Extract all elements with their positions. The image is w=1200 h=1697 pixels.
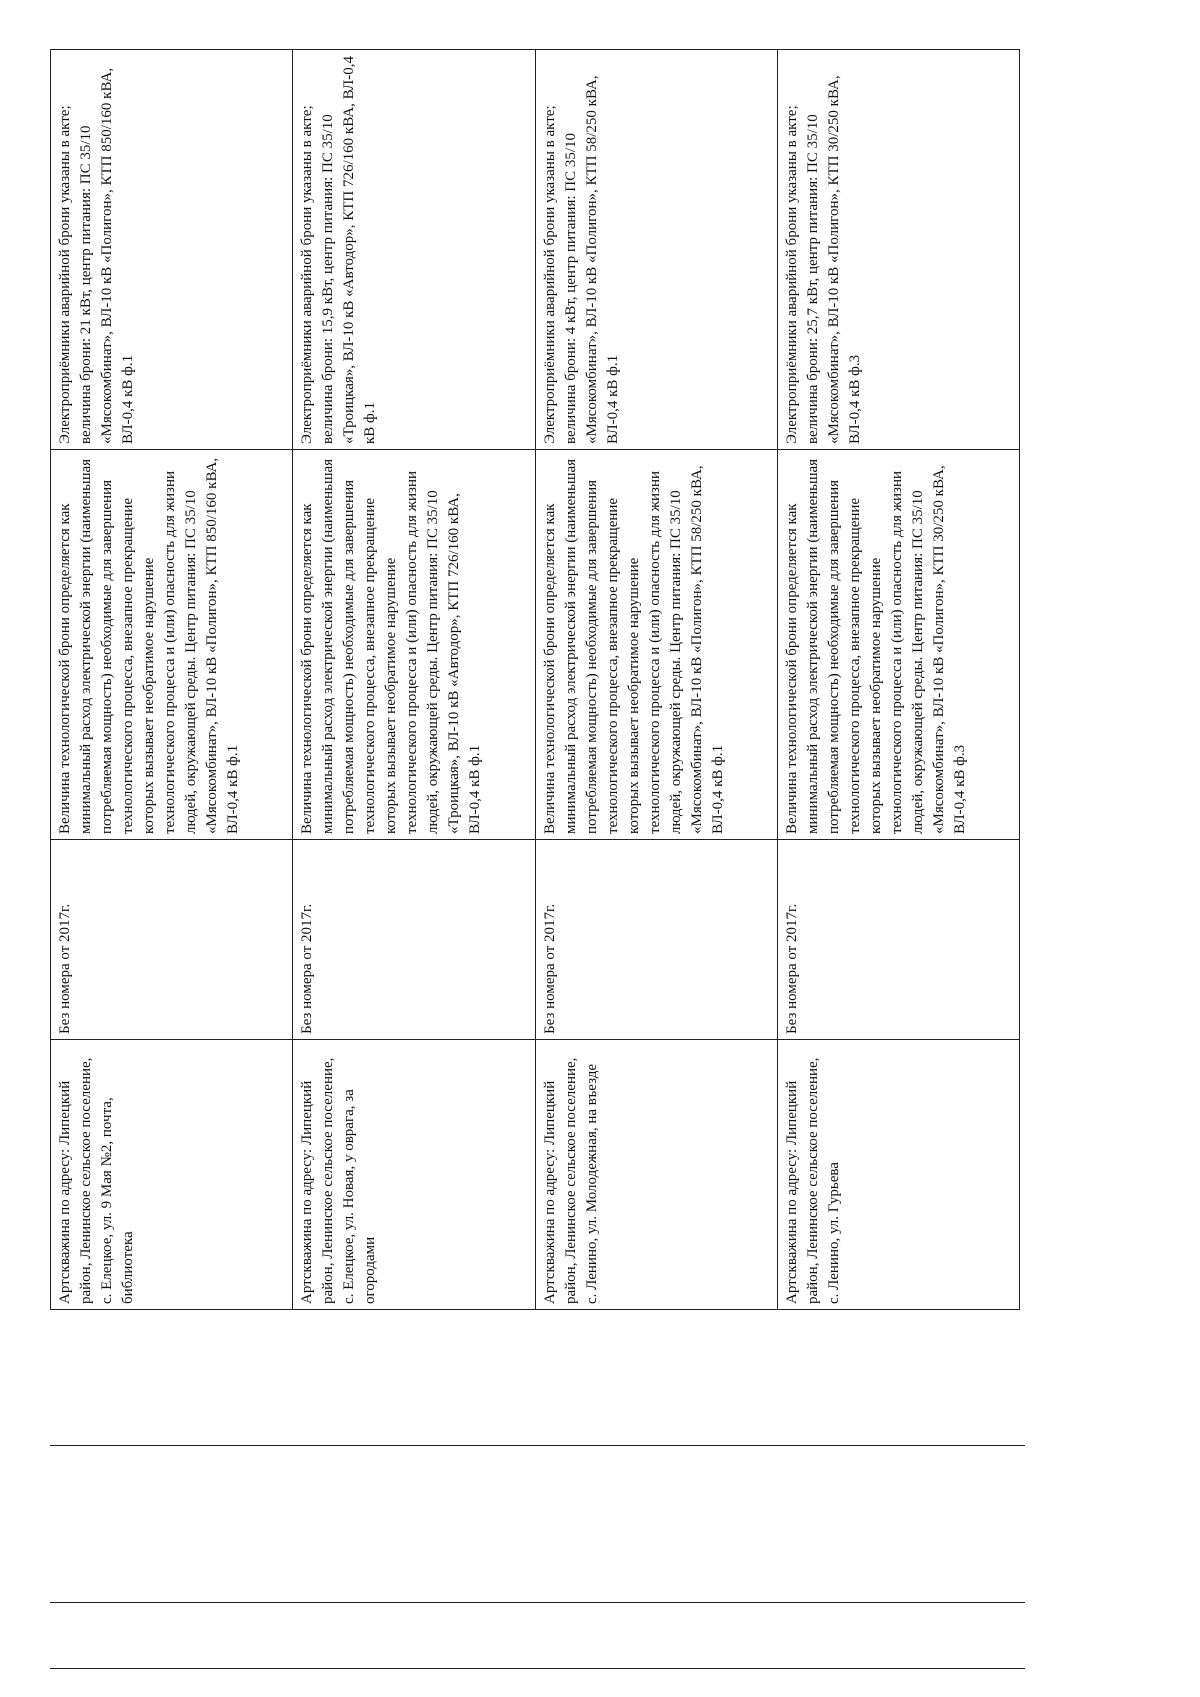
tech-reserve-cell: Величина технологической брони определяется как минимальный расход электрической энергии (наименьшая потребляемая мощность) необходимые для завершения технологического процесса, внезапное прекращение которых вызывает необратимое нарушение технологического процесса и (или) опасность для жизни людей, окружающей среды. Центр питания: ПС 35/10 «Мясокомбинат», ВЛ-10 кВ «Полигон», КТП 850/160 кВА, ВЛ-0,4 кВ ф.1 (51, 450, 293, 840)
emergency-reserve-cell: Электроприёмники аварийной брони указаны в акте; величина брони: 25,7 кВт, центр питания: ПС 35/10 «Мясокомбинат», ВЛ-10 кВ «Полигон», КТП 30/250 кВА, ВЛ-0,4 кВ ф.3 (777, 50, 1019, 450)
horizontal-rule (50, 1602, 1025, 1603)
horizontal-rule (50, 1445, 1025, 1446)
address-cell: Артскважина по адресу: Липецкий район, Ленинское сельское поселение, с. Елецкое, ул. Новая, у оврага, за огородами (293, 1040, 535, 1310)
reserve-table (50, 49, 1020, 1310)
horizontal-rule (50, 1668, 1025, 1669)
document-cell: Без номера от 2017г. (535, 840, 777, 1040)
document-cell: Без номера от 2017г. (777, 840, 1019, 1040)
table-row (51, 50, 293, 1310)
tech-reserve-cell: Величина технологической брони определяется как минимальный расход электрической энергии (наименьшая потребляемая мощность) необходимые для завершения технологического процесса, внезапное прекращение которых вызывает необратимое нарушение технологического процесса и (или) опасность для жизни людей, окружающей среды. Центр питания: ПС 35/10 «Мясокомбинат», ВЛ-10 кВ «Полигон», КТП 58/250 кВА, ВЛ-0,4 кВ ф.1 (535, 450, 777, 840)
emergency-reserve-cell: Электроприёмники аварийной брони указаны в акте; величина брони: 15,9 кВт, центр питания: ПС 35/10 «Троицкая», ВЛ-10 кВ «Автодор», КТП 726/160 кВА, ВЛ-0,4 кВ ф.1 (293, 50, 535, 450)
document-cell: Без номера от 2017г. (293, 840, 535, 1040)
address-cell: Артскважина по адресу: Липецкий район, Ленинское сельское поселение, с. Ленино, ул. Гурьева (777, 1040, 1019, 1310)
table-row (293, 50, 535, 1310)
emergency-reserve-cell: Электроприёмники аварийной брони указаны в акте; величина брони: 21 кВт, центр питания: ПС 35/10 «Мясокомбинат», ВЛ-10 кВ «Полигон», КТП 850/160 кВА, ВЛ-0,4 кВ ф.1 (51, 50, 293, 450)
tech-reserve-cell: Величина технологической брони определяется как минимальный расход электрической энергии (наименьшая потребляемая мощность) необходимые для завершения технологического процесса, внезапное прекращение которых вызывает необратимое нарушение технологического процесса и (или) опасность для жизни людей, окружающей среды. Центр питания: ПС 35/10 «Троицкая», ВЛ-10 кВ «Автодор», КТП 726/160 кВА, ВЛ-0,4 кВ ф.1 (293, 450, 535, 840)
address-cell: Артскважина по адресу: Липецкий район, Ленинское сельское поселение, с. Елецкое, ул. 9 Мая №2, почта, библиотека (51, 1040, 293, 1310)
tech-reserve-cell: Величина технологической брони определяется как минимальный расход электрической энергии (наименьшая потребляемая мощность) необходимые для завершения технологического процесса, внезапное прекращение которых вызывает необратимое нарушение технологического процесса и (или) опасность для жизни людей, окружающей среды. Центр питания: ПС 35/10 «Мясокомбинат», ВЛ-10 кВ «Полигон», КТП 30/250 кВА, ВЛ-0,4 кВ ф.3 (777, 450, 1019, 840)
table-row (777, 50, 1019, 1310)
rotated-table-wrapper (50, 50, 1020, 1310)
document-cell: Без номера от 2017г. (51, 840, 293, 1040)
address-cell: Артскважина по адресу: Липецкий район, Ленинское сельское поселение, с. Ленино, ул. Молодежная, на въезде (535, 1040, 777, 1310)
table-row (535, 50, 777, 1310)
emergency-reserve-cell: Электроприёмники аварийной брони указаны в акте; величина брони: 4 кВт, центр питания: ПС 35/10 «Мясокомбинат», ВЛ-10 кВ «Полигон», КТП 58/250 кВА, ВЛ-0,4 кВ ф.1 (535, 50, 777, 450)
